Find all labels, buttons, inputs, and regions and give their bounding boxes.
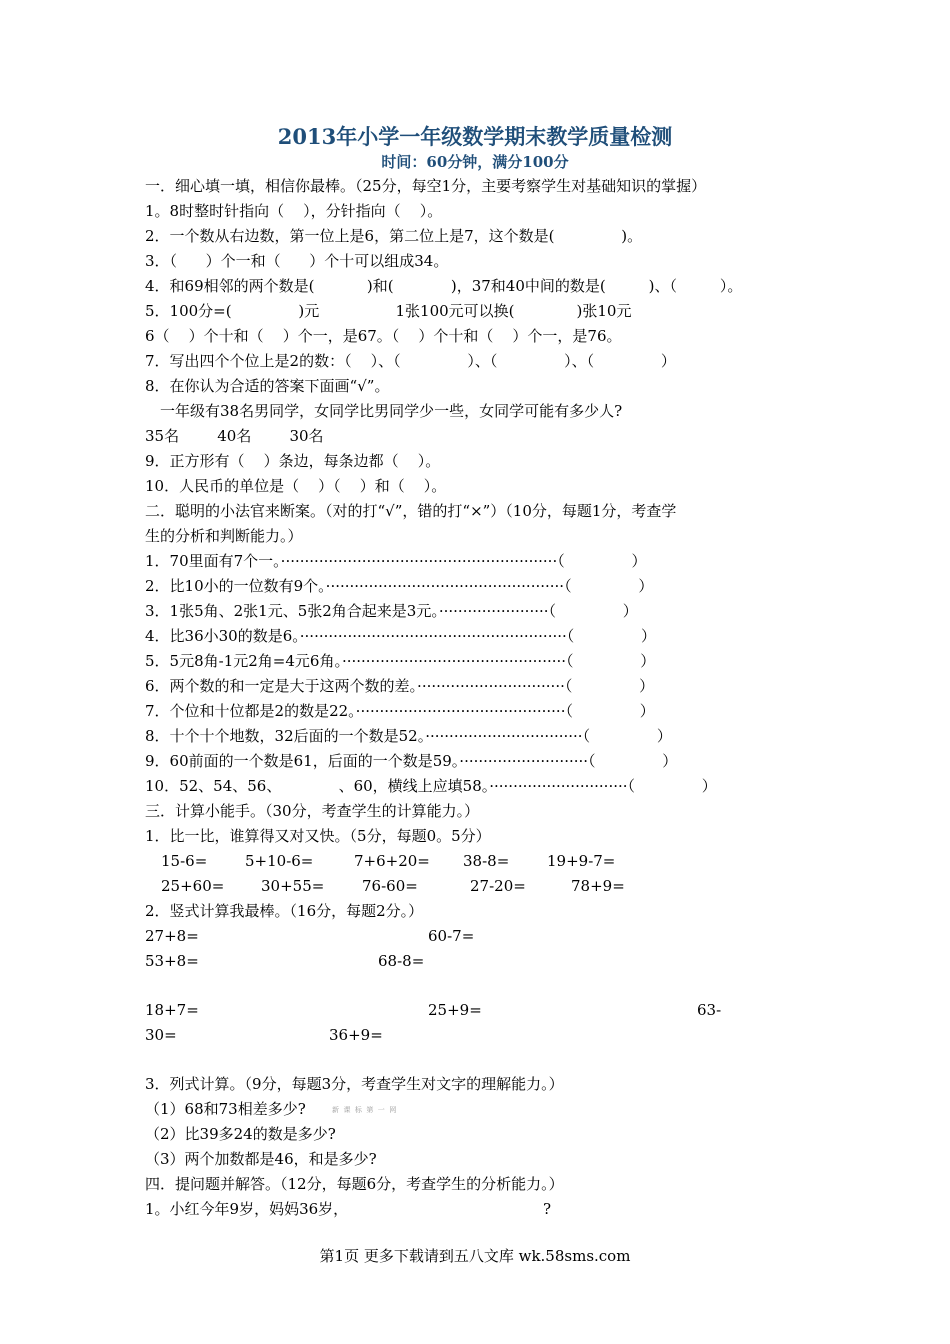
s3-q2-expr: 27+8= [145,927,199,945]
s3-q1-expr: 27-20= [470,877,526,895]
s1-question-8-options: 35名 40名 30名 [145,427,324,445]
s1-question-2: 2．一个数从右边数，第一位上是6，第二位上是7，这个数是( )。 [145,227,643,245]
s3-q2-expr: 30= [145,1026,177,1044]
s3-q1-expr: 30+55= [261,877,325,895]
s3-q1-expr: 76-60= [362,877,418,895]
s3-q2-expr: 18+7= [145,1001,199,1019]
s3-q1-heading: 1．比一比，谁算得又对又快。（5分，每题0。5分） [145,827,491,845]
s2-item-8: 8．十个十个地数，32后面的一个数是52。·································（ ） [145,727,672,745]
s1-question-5: 5．100分=( )元 1张100元可以换( )张10元 [145,302,632,320]
s2-item-1: 1．70里面有7个一。··························································（ ） [145,552,647,570]
section-3-heading: 三．计算小能手。（30分，考查学生的计算能力。） [145,802,480,820]
s2-item-9: 9．60前面的一个数是61，后面的一个数是59。···························（ ） [145,752,678,770]
page-footer: 第1页 更多下载请到五八文库 wk.58sms.com [319,1247,631,1265]
s3-q3-item-1: （1）68和73相差多少? [145,1100,306,1118]
s1-question-4: 4．和69相邻的两个数是( )和( )，37和40中间的数是( )、（ ）。 [145,277,743,295]
s3-q1-expr: 78+9= [571,877,625,895]
s3-q2-expr: 25+9= [428,1001,482,1019]
s1-question-10: 10．人民币的单位是（ ）（ ）和（ ）。 [145,477,447,495]
s3-q1-expr: 7+6+20= [354,852,430,870]
s3-q2-expr: 36+9= [329,1026,383,1044]
section-2-heading-cont: 生的分析和判断能力。） [145,527,303,545]
s3-q3-item-3: （3）两个加数都是46，和是多少? [145,1150,377,1168]
s1-question-1: 1。8时整时针指向（ ），分针指向（ ）。 [145,202,443,220]
s2-item-3: 3．1张5角、2张1元、5张2角合起来是3元。·······················（ ） [145,602,638,620]
s4-question-1-mark: ? [543,1200,552,1218]
s3-q2-expr: 68-8= [378,952,425,970]
s3-q3-heading: 3．列式计算。（9分，每题3分，考查学生对文字的理解能力。） [145,1075,564,1093]
s3-q3-item-2: （2）比39多24的数是多少? [145,1125,336,1143]
s3-q2-expr: 63- [697,1001,722,1019]
s2-item-4: 4．比36小30的数是6。························································（ ） [145,627,657,645]
section-1-heading: 一．细心填一填，相信你最棒。（25分，每空1分，主要考察学生对基础知识的掌握） [145,177,707,195]
s4-question-1: 1。小红今年9岁，妈妈36岁， [145,1200,349,1218]
s1-question-8: 8．在你认为合适的答案下面画“√”。 [145,377,390,395]
s1-question-6: 6（ ）个十和（ ）个一，是67。（ ）个十和（ ）个一，是76。 [145,327,622,345]
s2-item-6: 6．两个数的和一定是大于这两个数的差。·······························（ ） [145,677,655,695]
s1-question-7: 7．写出四个个位上是2的数：（ ）、（ ）、（ ）、（ ） [145,352,676,370]
s3-q2-heading: 2．竖式计算我最棒。（16分，每题2分。） [145,902,424,920]
s3-q1-expr: 15-6= [161,852,208,870]
s2-item-7: 7．个位和十位都是2的数是22。············································（ ） [145,702,655,720]
s1-question-9: 9．正方形有（ ）条边，每条边都（ ）。 [145,452,441,470]
section-4-heading: 四．提问题并解答。（12分，每题6分，考查学生的分析能力。） [145,1175,564,1193]
s2-item-2: 2．比10小的一位数有9个。··················································（ ） [145,577,654,595]
s3-q1-expr: 19+9-7= [547,852,616,870]
s3-q1-expr: 38-8= [463,852,510,870]
s1-question-3: 3．（ ）个一和（ ）个十可以组成34。 [145,252,449,270]
s2-item-5: 5．5元8角-1元2角=4元6角。···············································（ ） [145,652,656,670]
page-subtitle: 时间：60分钟，满分100分 [381,153,569,171]
s3-q2-expr: 60-7= [428,927,475,945]
watermark-text: 新 课 标 第 一 网 [332,1106,397,1114]
s3-q1-expr: 5+10-6= [245,852,314,870]
s3-q2-expr: 53+8= [145,952,199,970]
section-2-heading: 二．聪明的小法官来断案。（对的打“√”，错的打“×”）（10分，每题1分，考查学 [145,502,677,520]
s3-q1-expr: 25+60= [161,877,225,895]
s2-item-10: 10．52、54、56、 、60，横线上应填58。·····························（ ） [145,777,717,795]
page-title: 2013年小学一年级数学期末教学质量检测 [277,124,673,149]
s1-question-8-text: 一年级有38名男同学，女同学比男同学少一些，女同学可能有多少人? [160,402,623,420]
